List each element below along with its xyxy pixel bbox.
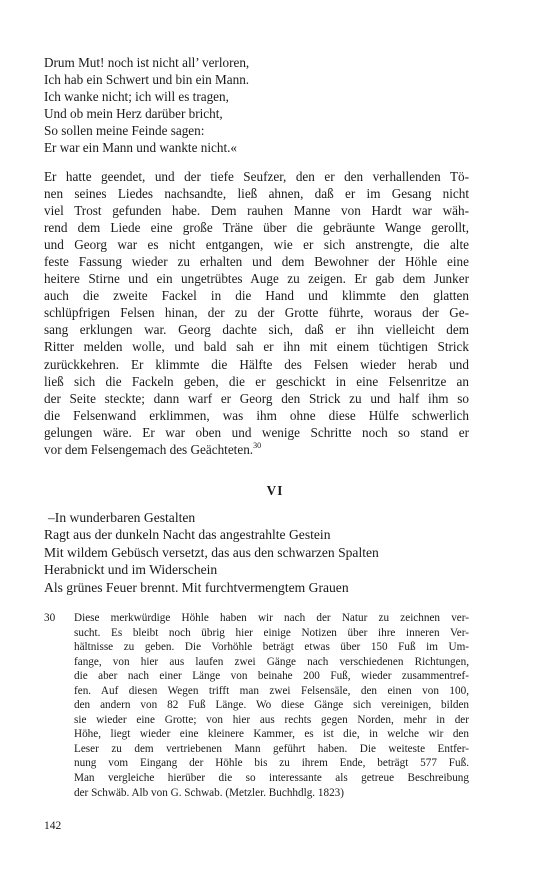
body-line: Ritter melden wolle, und bald sah er ihn mit einem tüchtigen Strick (44, 339, 469, 355)
poem-line: Als grünes Feuer brennt. Mit furchtvermengtem Grauen (44, 579, 349, 595)
footnote-line: fange, von hier aus laufen zwei Gänge nach verschiedenen Richtungen, (74, 655, 469, 668)
footnote-line: Höhe, liegt wieder eine kleinere Kammer, es ist die, in welche wir den (74, 728, 469, 741)
poem-line: Herabnickt und im Widerschein (44, 562, 218, 578)
body-line: sang erklungen war. Georg dachte sich, daß er ihn vielleicht dem (44, 322, 469, 338)
footnote-line: der Schwäb. Alb von G. Schwab. (Metzler. Buchhdlg. 1823) (74, 786, 345, 799)
chapter-poem (44, 509, 379, 596)
poem-line: –In wunderbaren Gestalten (48, 510, 196, 525)
body-line-text: vor dem Felsengemach des Geächteten. (44, 441, 254, 457)
poem-line: Mit wildem Gebüsch versetzt, das aus den schwarzen Spalten (44, 544, 379, 560)
footnote-line: nung vom Eingang der Höhle bis zu ihrem Ende, beträgt 577 Fuß. (74, 757, 469, 770)
song-verse (44, 54, 249, 156)
footnote-line: hältnisse zu geben. Die Vorhöhle beträgt etwas über 150 Fuß im Um- (74, 641, 469, 654)
body-line: auch die zweite Fackel in die Hand und klimmte den glatten (44, 288, 469, 304)
footnote-line: sucht. Es bleibt noch übrig hier einige Notizen über ihre inneren Ver- (74, 626, 469, 639)
body-line: Er hatte geendet, und der tiefe Seufzer, den er den verhallenden Tö- (44, 169, 469, 184)
body-line: nen seines Liedes nachsandte, ließ ahnen, daß er im Gesang nicht (44, 186, 469, 202)
body-line: feste Fassung wieder zu erhalten und dem Bewohner der Höhle eine (44, 254, 469, 270)
footnote-line: sie wieder eine Grotte; von hier aus rechts gegen Norden, mehr in der (74, 713, 469, 726)
footnote-line: die aber nach einer Länge von beinahe 200 Fuß, wieder zusammentref- (74, 670, 469, 683)
body-paragraph (44, 168, 469, 458)
footnote-line: fen. Auf diesen Wegen trifft man zwei Felsensäle, den einen von 100, (74, 684, 469, 697)
body-line-last (44, 441, 469, 458)
page-number: 142 (44, 820, 62, 832)
body-line: rend dem Liede eine große Träne über die gebräunte Wange gerollt, (44, 220, 469, 236)
body-line: schlüpfrigen Felsen hinan, der zu der Grotte führte, woraus der Ge- (44, 305, 469, 321)
verse-line: Drum Mut! noch ist nicht all’ verloren, (44, 55, 250, 70)
verse-line: Ich hab ein Schwert und bin ein Mann. (44, 72, 250, 87)
poem-line: Ragt aus der dunkeln Nacht das angestrahlte Gestein (44, 527, 331, 543)
footnote-line: Man vergleiche hierüber die so interessante als getreue Beschreibung (74, 772, 469, 785)
chapter-heading: VI (266, 483, 284, 498)
verse-line: So sollen meine Feinde sagen: (44, 123, 205, 138)
footnote-line: den andern von 82 Fuß Länge. Wo diese Gänge sich vereinigen, bilden (74, 699, 469, 712)
verse-line: Er war ein Mann und wankte nicht.« (44, 140, 237, 155)
body-line: die Felsenwand erklimmen, was ihm ohne diese Hülfe schwerlich (44, 407, 469, 423)
footnote-number: 30 (44, 612, 56, 624)
footnote-marker[interactable]: 30 (253, 440, 262, 450)
footnote-line: Diese merkwürdige Höhle haben wir nach der Natur zu zeichnen ver- (74, 612, 469, 624)
body-line: und Georg war es nicht entgangen, wie er sich anstrengte, die alte (44, 237, 469, 253)
body-line: gelungen wäre. Er war oben und wenige Schritte noch so stand er (44, 424, 469, 440)
body-line: heitere Stirne und ein ungetrübtes Auge zu zeigen. Er gab dem Junker (44, 271, 469, 287)
verse-line: Ich wanke nicht; ich will es tragen, (44, 89, 229, 104)
body-line: zurückkehren. Er klimmte die Hälfte des Felsen wieder herab und (44, 356, 469, 372)
footnote-body (74, 611, 469, 800)
body-line: ließ sich die Fackeln geben, die er geschickt in eine Felsenritze an (44, 373, 469, 389)
verse-line: Und ob mein Herz darüber bricht, (44, 106, 223, 121)
footnote-line: Leser zu dem vertriebenen Mann geführt haben. Die weiteste Entfer- (74, 742, 469, 755)
body-line: viel Trost gefunden habe. Dem rauhen Manne von Hardt war wäh- (44, 203, 469, 219)
body-line: der Seite steckte; dann warf er Georg den Strick zu und half ihm so (44, 390, 469, 406)
